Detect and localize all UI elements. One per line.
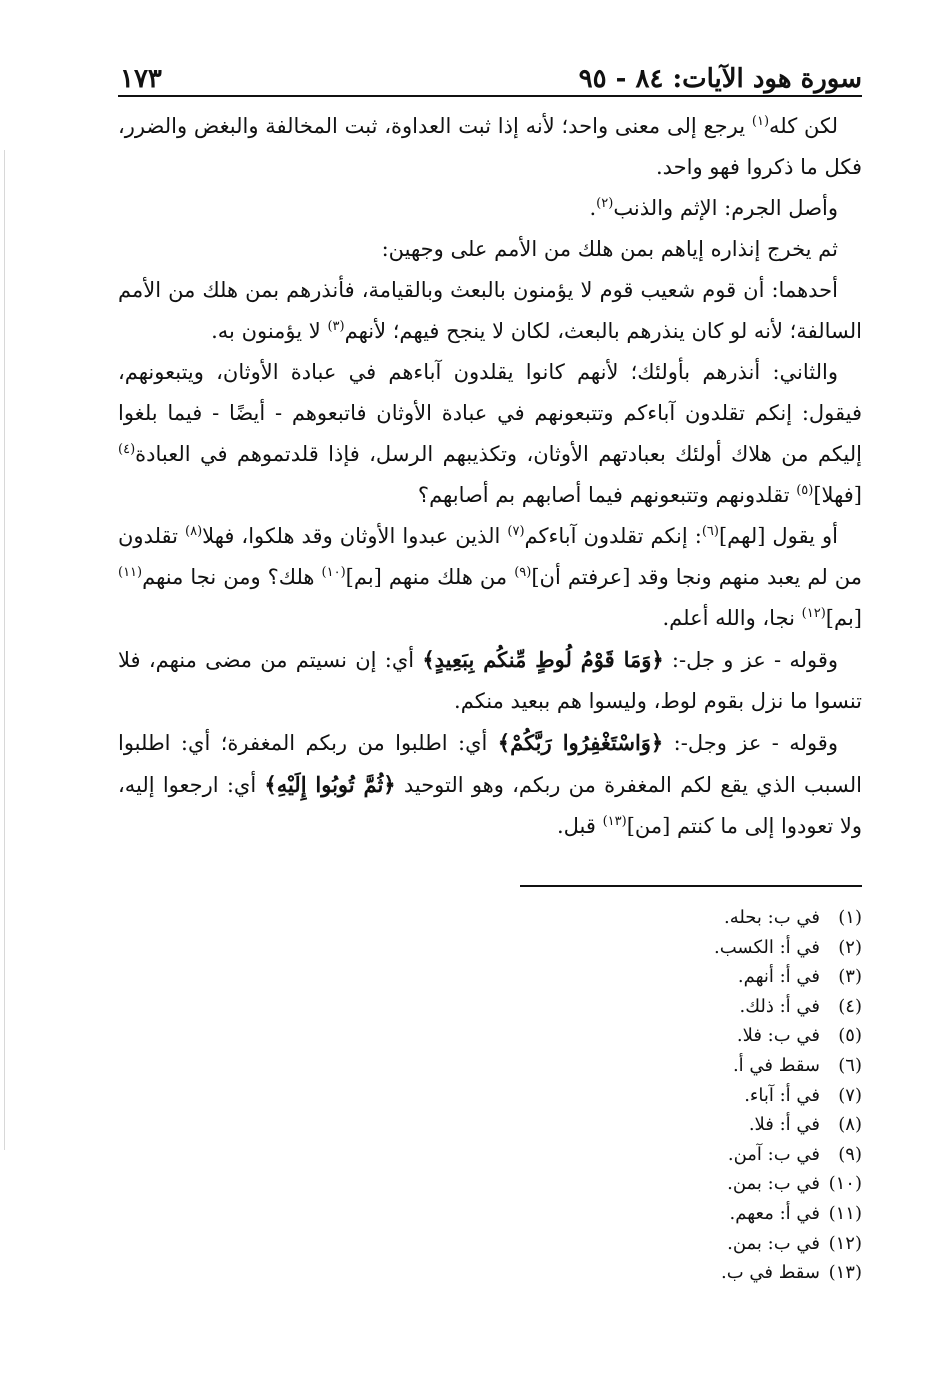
footnote-item: (١٠)في ب: بمن.: [727, 1173, 862, 1195]
footnote-item: (٦)سقط في أ.: [732, 1054, 862, 1076]
footnote-ref-10: (١٠): [321, 565, 346, 580]
paragraph-1: لكن كله$^{(١)}$ يرجع إلى معنى واحد؛ لأنه إذا ثبت العداوة، ثبت المخالفة والبغض والضرر، فكل ما ذكروا فهو واحد.: [118, 114, 862, 179]
footnote-item: (٩)في ب: آمن.: [727, 1143, 862, 1165]
footnote-item: (١٣)سقط في ب.: [721, 1262, 862, 1284]
main-text: [118, 106, 862, 847]
scan-edge-line: [4, 150, 5, 1150]
footnote-item: (٣)في أ: أنهم.: [737, 966, 862, 988]
paragraph-6: أو يقول [لهم]$^{(٦)}$: إنكم تقلدون آباءكم$^{(٧)}$ الذين عبدوا الأوثان وقد هلكوا، فهلا$^{(٨)}$ تقلدون من لم يعبد منهم ونجا وقد [عرفتم أن]$^{(٩)}$ من هلك منهم [بم]$^{(١٠)}$ هلك؟ ومن نجا منهم$^{(١١)}$ [بم]$^{(١٢)}$ نجا، والله أعلم.: [118, 524, 862, 630]
footnote-ref-1: (١): [751, 114, 770, 129]
footnote-ref-11: (١١): [118, 565, 143, 580]
footnote-item: (٧)في أ: آباء.: [744, 1084, 862, 1106]
footnote-ref-7: (٧): [507, 524, 525, 539]
footnote-item: (٨)في أ: فلا.: [748, 1114, 862, 1136]
footnote-item: (١)في ب: بحله.: [723, 907, 862, 928]
footnote-ref-8: (٨): [185, 524, 203, 539]
footnote-ref-2: (٢): [596, 196, 614, 211]
paragraph-2: وأصل الجرم: الإثم والذنب$^{(٢)}$.: [589, 196, 838, 220]
footnote-item: (٢)في أ: الكسب.: [714, 936, 862, 958]
footnotes-list: [520, 903, 862, 1288]
footnote-item: (٥)في ب: فلا.: [736, 1025, 862, 1047]
paragraph-4: أحدهما: أن قوم شعيب قوم لا يؤمنون بالبعث وبالقيامة، فأنذرهم بمن هلك من الأمم السالفة؛ لأنه لو كان ينذرهم بالبعث، لكان لا ينجح فيهم؛ لأنهم$^{(٣)}$ لا يؤمنون به.: [118, 278, 862, 343]
footnote-ref-13: (١٣): [602, 814, 627, 829]
footnote-divider: [520, 885, 862, 887]
header-divider: [118, 95, 862, 97]
page-number: ١٧٣: [120, 64, 162, 94]
paragraph-3: ثم يخرج إنذاره إياهم بمن هلك من الأمم على وجهين:: [381, 237, 838, 261]
quran-verse: ﴿وَمَا قَوْمُ لُوطٍ مِّنكُم بِبَعِيدٍ﴾: [422, 647, 664, 672]
footnote-item: (١٢)في ب: بمن.: [727, 1232, 862, 1254]
paragraph-8: وقوله - عز وجل-: ﴿وَاسْتَغْفِرُوا رَبَّكُمْ﴾ أي: اطلبوا من ربكم المغفرة؛ أي: اطلبوا السبب الذي يقع لكم المغفرة من ربكم، وهو التوحيد ﴿ثُمَّ تُوبُوا إِلَيْهِ﴾ أي: ارجعوا إليه، ولا تعودوا إلى ما كنتم [من]$^{(١٣)}$ قبل.: [118, 730, 862, 838]
footnote-item: (٤)في أ: ذلك.: [739, 995, 862, 1017]
running-title: سورة هود الآيات: ٨٤ - ٩٥: [578, 64, 862, 94]
page-header: [120, 44, 862, 94]
paragraph-7: وقوله - عز و جل-: ﴿وَمَا قَوْمُ لُوطٍ مِّنكُم بِبَعِيدٍ﴾ أي: إن نسيتم من مضى منهم، فلا تنسوا ما نزل بقوم لوط، وليسوا هم ببعيد منكم.: [118, 647, 862, 713]
footnote-ref-6: (٦): [701, 524, 719, 539]
footnote-item: (١١)في أ: معهم.: [729, 1202, 862, 1224]
footnote-ref-9: (٩): [514, 565, 532, 580]
footnote-ref-4: (٤): [118, 442, 136, 457]
quran-verse: ﴿ثُمَّ تُوبُوا إِلَيْهِ﴾: [264, 772, 396, 797]
quran-verse: ﴿وَاسْتَغْفِرُوا رَبَّكُمْ﴾: [497, 730, 664, 755]
paragraph-5: والثاني: أنذرهم بأولئك؛ لأنهم كانوا يقلدون آباءهم في عبادة الأوثان، ويتبعونهم، فيقول: إنكم تقلدون آباءكم وتتبعونهم في عبادة الأوثان فاتبعوهم - أيضًا - فيما بلغوا إليكم من هلاك أولئك بعبادتهم الأوثان، وتكذيبهم الرسل، فإذا قلدتموهم في العبادة$^{(٤)}$ [فهلا]$^{(٥)}$ تقلدونهم وتتبعونهم فيما أصابهم بم أصابهم؟: [118, 360, 862, 507]
footnote-ref-3: (٣): [327, 319, 345, 334]
footnote-ref-12: (١٢): [801, 606, 826, 621]
footnote-ref-5: (٥): [796, 483, 814, 498]
